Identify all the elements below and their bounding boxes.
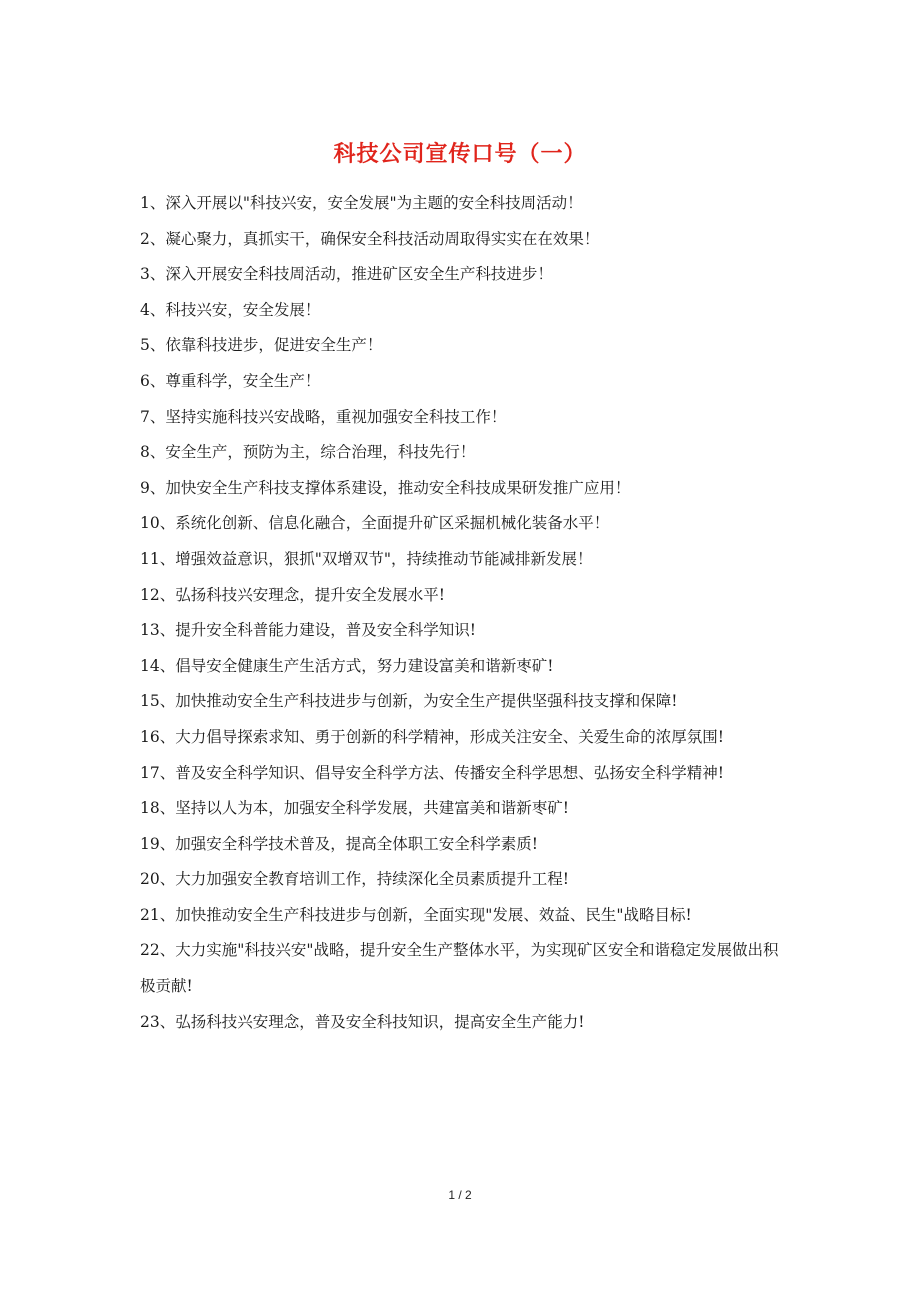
page-indicator: 1 / 2 (448, 1188, 472, 1202)
slogan-list (140, 186, 790, 1040)
list-item: 14、倡导安全健康生产生活方式，努力建设富美和谐新枣矿! (140, 656, 554, 675)
list-item: 1、深入开展以"科技兴安，安全发展"为主题的安全科技周活动！ (140, 194, 583, 212)
list-item: 17、普及安全科学知识、倡导安全科学方法、传播安全科学思想、弘扬安全科学精神! (140, 763, 724, 782)
list-item: 22、大力实施"科技兴安"战略，提升安全生产整体水平，为实现矿区安全和谐稳定发展做出积极贡献! (140, 941, 779, 996)
list-item: 11、增强效益意识，狠抓"双增双节"，持续推动节能减排新发展！ (140, 549, 593, 568)
list-item: 3、深入开展安全科技周活动，推进矿区安全生产科技进步！ (140, 265, 553, 284)
list-item: 5、依靠科技进步，促进安全生产！ (140, 336, 383, 355)
list-item: 20、大力加强安全教育培训工作，持续深化全员素质提升工程! (140, 870, 569, 889)
list-item: 8、安全生产，预防为主，综合治理，科技先行！ (140, 443, 476, 462)
list-item: 13、提升安全科普能力建设，普及安全科学知识! (140, 621, 476, 640)
list-item: 23、弘扬科技兴安理念，普及安全科技知识，提高安全生产能力! (140, 1012, 585, 1031)
list-item: 16、大力倡导探索求知、勇于创新的科学精神，形成关注安全、关爱生命的浓厚氛围! (140, 727, 724, 746)
list-item: 4、科技兴安，安全发展！ (140, 300, 321, 319)
document-title: 科技公司宣传口号（一） (333, 141, 587, 167)
list-item: 6、尊重科学，安全生产！ (140, 371, 321, 390)
list-item: 9、加快安全生产科技支撑体系建设，推动安全科技成果研发推广应用！ (140, 478, 631, 497)
list-item: 15、加快推动安全生产科技进步与创新，为安全生产提供坚强科技支撑和保障! (140, 692, 678, 711)
list-item: 10、系统化创新、信息化融合，全面提升矿区采掘机械化装备水平！ (140, 514, 610, 533)
list-item: 21、加快推动安全生产科技进步与创新，全面实现"发展、效益、民生"战略目标! (140, 905, 692, 924)
list-item: 19、加强安全科学技术普及，提高全体职工安全科学素质! (140, 834, 538, 853)
list-item: 7、坚持实施科技兴安战略，重视加强安全科技工作！ (140, 407, 507, 426)
list-item: 2、凝心聚力，真抓实干，确保安全科技活动周取得实实在在效果！ (140, 229, 600, 248)
list-item: 18、坚持以人为本，加强安全科学发展，共建富美和谐新枣矿! (140, 799, 569, 818)
list-item: 12、弘扬科技兴安理念，提升安全发展水平! (140, 585, 445, 604)
